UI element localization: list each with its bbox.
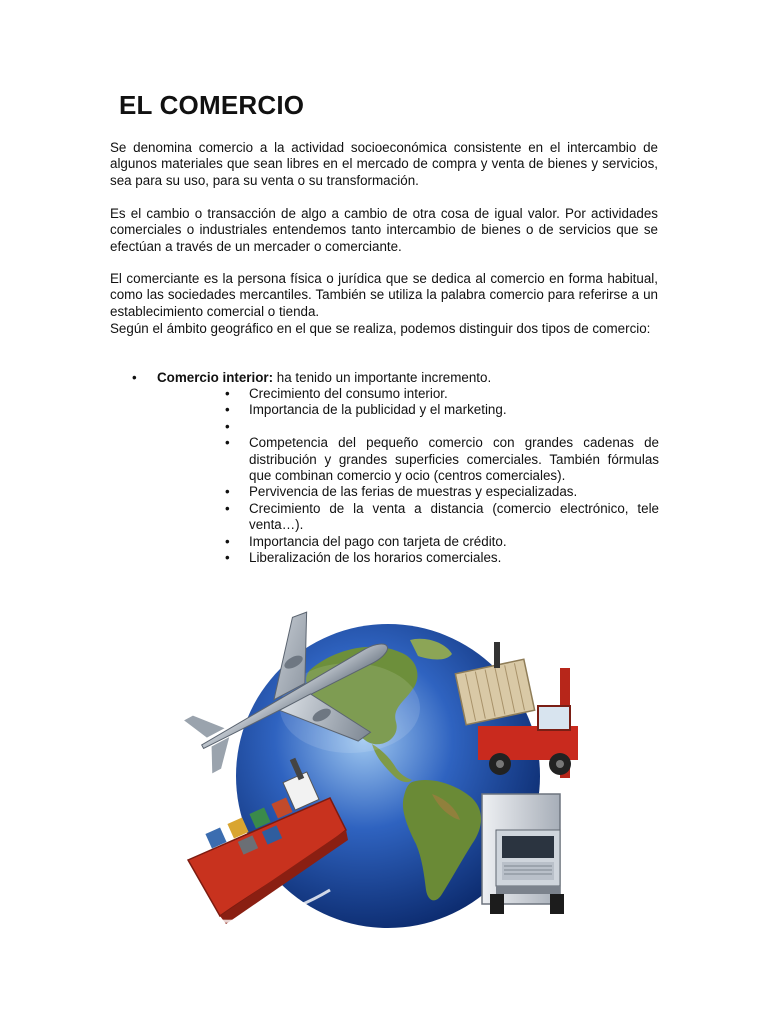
paragraph-types: Según el ámbito geográfico en el que se realiza, podemos distinguir dos tipos de comercio:	[110, 321, 651, 336]
list-item: •	[225, 418, 230, 434]
list-item: • Importancia de la publicidad y el marketing.	[225, 402, 507, 418]
page-title: EL COMERCIO	[119, 90, 305, 120]
list-item: • Crecimiento del consumo interior.	[225, 386, 448, 401]
paragraph-exchange: Es el cambio o transacción de algo a cambio de otra cosa de igual valor. Por actividades comerciales o industriales entendemos tanto intercambio de bienes o de servicios que se efectúan a través de un mercader o comerciante.	[110, 206, 658, 254]
paragraph-definition: Se denomina comercio a la actividad socioeconómica consistente en el intercambio de algunos materiales que sean libres en el mercado de compra y venta de bienes y servicios, sea para su uso, para su venta o su transformación.	[110, 140, 658, 188]
paragraph-merchant: El comerciante es la persona física o jurídica que se dedica al comercio en forma habitual, como las sociedades mercantiles. También se utiliza la palabra comercio para referirse a un establecimiento comercial o tienda.	[110, 271, 658, 319]
bullet-text	[157, 370, 491, 386]
list-item: • Competencia del pequeño comercio con grandes cadenas de distribución y grandes superficies comerciales. También fórmulas que combinan comercio y ocio (centros comerciales).	[225, 435, 659, 484]
list-item: • Importancia del pago con tarjeta de crédito.	[225, 533, 507, 549]
list-item: • Pervivencia de las ferias de muestras y especializadas.	[225, 484, 578, 500]
bullet-symbol: •	[132, 370, 137, 385]
list-item: • Crecimiento de la venta a distancia (comercio electrónico, tele venta…).	[225, 500, 659, 533]
bullet-bold-label: Comercio interior:	[157, 370, 274, 385]
truck-icon	[482, 794, 564, 914]
list-item: • Liberalización de los horarios comerciales.	[225, 550, 502, 566]
sub-bullet-list	[225, 386, 659, 566]
trade-illustration	[160, 598, 610, 938]
bullet-rest: ha tenido un importante incremento.	[273, 370, 492, 385]
